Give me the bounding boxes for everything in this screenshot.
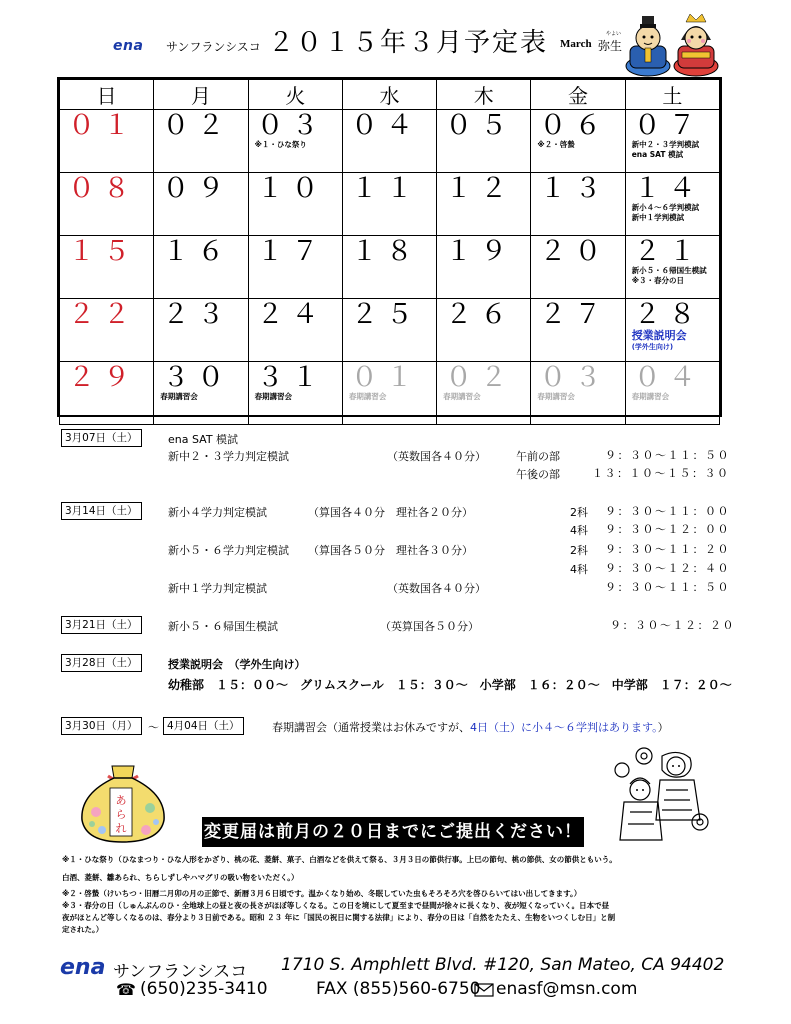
- day-number: ３１: [256, 362, 327, 393]
- day-note: ※２・啓蟄: [537, 140, 575, 149]
- weekday-mon: 月: [154, 80, 248, 110]
- day-cell: [342, 236, 436, 299]
- schedule-time: ９：３０～１１：５０: [605, 581, 730, 594]
- day-number: １２: [445, 173, 516, 204]
- schedule-date-0307: 3月07日（土）: [61, 429, 142, 447]
- calendar-week: [60, 236, 720, 299]
- spring-course-text: 春期講習会（通常授業はお休みですが、: [272, 721, 470, 734]
- day-note: ※１・ひな祭り: [254, 140, 307, 149]
- schedule-exam: 新小５・６学力判定模試: [168, 544, 289, 557]
- schedule-course-label: 2科: [570, 544, 588, 557]
- day-number: １１: [350, 173, 421, 204]
- day-number: ２５: [350, 299, 421, 330]
- day-number: ０６: [539, 110, 610, 141]
- day-number: ０１: [68, 110, 138, 141]
- day-cell: [248, 236, 342, 299]
- schedule-time: ９：３０～１１：００: [605, 505, 730, 518]
- schedule-date-0321: 3月21日（土）: [61, 616, 142, 634]
- schedule-subjects: （算国各４０分 理社各２０分）: [308, 506, 473, 519]
- footnote-keichitsu: ※２・啓蟄（けいちつ・旧暦二月卯の月の正節で、新暦３月６日頃です。温かくなり始め、冬眠していた虫もそろそろ穴を啓ひらいてはい出してきます。）: [62, 889, 582, 898]
- calendar-grid: [57, 77, 722, 417]
- day-number: ２８: [633, 299, 704, 330]
- day-cell: [437, 236, 531, 299]
- schedule-subjects: （英数国各４０分）: [387, 582, 486, 595]
- day-note: 新中１学判模試: [631, 213, 685, 222]
- day-cell: [625, 299, 719, 362]
- phone-icon: ☎: [116, 980, 136, 999]
- schedule-session-label: 午前の部: [516, 450, 560, 463]
- weekday-fri: 金: [531, 80, 625, 110]
- ena-logo: ena: [113, 38, 144, 54]
- day-cell: [342, 299, 436, 362]
- day-number: １７: [256, 236, 327, 267]
- day-cell: [437, 362, 531, 425]
- day-cell: [248, 362, 342, 425]
- briefing-session-sub: (学外生向け): [631, 343, 674, 351]
- footer-email[interactable]: enasf@msn.com: [496, 979, 638, 999]
- day-cell: [60, 236, 154, 299]
- day-number: １４: [633, 173, 704, 204]
- mail-icon: [474, 983, 494, 997]
- footer-phone: (650)235-3410: [140, 979, 268, 999]
- date-range-separator: ～: [148, 721, 159, 734]
- day-cell: [60, 110, 154, 173]
- footer-ena-logo: ena: [60, 955, 106, 980]
- schedule-times-line: 幼稚部 １５：００～ グリムスクール １５：３０～ 小学部 １６：２０～ 中学部 １７：２０～: [168, 678, 732, 692]
- day-number: １６: [162, 236, 233, 267]
- day-cell: [531, 362, 625, 425]
- schedule-date-0330: 3月30日（月）: [61, 717, 142, 735]
- day-cell: [154, 299, 248, 362]
- calendar-week: [60, 362, 720, 425]
- day-note: ena SAT 模試: [631, 150, 684, 159]
- day-note: 春期講習会: [254, 392, 293, 401]
- day-cell: [154, 236, 248, 299]
- schedule-date-0328: 3月28日（土）: [61, 654, 142, 672]
- day-cell: [531, 173, 625, 236]
- schedule-time: ９：３０～１１：５０: [605, 449, 730, 462]
- day-note: 春期講習会: [537, 392, 575, 401]
- day-note: 新中２・３学判模試: [631, 140, 700, 149]
- spring-course-highlight: 4日（土）に小４～６学判はあります。: [470, 721, 658, 734]
- schedule-time: ９：３０～１２：２０: [610, 619, 735, 632]
- day-number: ２９: [68, 362, 138, 393]
- footer-fax: FAX (855)560-6750: [316, 979, 481, 999]
- day-number: ２３: [162, 299, 233, 330]
- arare-label-1: あ: [115, 794, 127, 807]
- schedule-subjects: （英数国各４０分）: [387, 450, 486, 463]
- day-number: ０１: [350, 362, 421, 393]
- day-number: ０３: [539, 362, 610, 393]
- weekday-header-row: [60, 80, 720, 110]
- footnote-shunbun: ※３・春分の日（しゅんぶんのひ・全地球上の昼と夜の長さがほぼ等しくなる。この日を境にして夏至まで昼間が徐々に長くなり、夜が短くなっていく。日本で昼: [62, 901, 610, 910]
- day-cell: [60, 362, 154, 425]
- day-cell: [531, 299, 625, 362]
- schedule-title: ena SAT 模試: [168, 433, 239, 446]
- weekday-wed: 水: [342, 80, 436, 110]
- schedule-session-label: 午後の部: [516, 468, 560, 481]
- hina-lineart-illustration: [600, 740, 718, 848]
- day-cell: [342, 110, 436, 173]
- day-number: １３: [539, 173, 610, 204]
- spring-course-line: [272, 719, 669, 735]
- header-month-jp: 弥生: [598, 39, 623, 53]
- schedule-exam: 新中１学力判定模試: [168, 582, 267, 595]
- arare-bag-illustration: [72, 752, 174, 847]
- schedule-time: １３：１０～１５：３０: [592, 467, 730, 480]
- footnote-shunbun-cont: 夜がほとんど等しくなるのは、春分より３日前である。昭和 ２３ 年に「国民の祝日に関する法律」により、春分の日は「自然をたたえ、生物をいつくしむ日」と制: [62, 913, 616, 922]
- day-note: 春期講習会: [160, 392, 198, 401]
- header-month-ruby: やよい: [606, 31, 622, 37]
- day-note: 新小４～６学判模試: [631, 203, 700, 212]
- day-cell: [342, 362, 436, 425]
- footer-address: 1710 S. Amphlett Blvd. #120, San Mateo, CA 94402: [281, 955, 725, 975]
- arare-label-3: れ: [115, 822, 127, 835]
- day-number: １０: [256, 173, 327, 204]
- schedule-course-label: 4科: [570, 563, 588, 576]
- day-number: ２７: [539, 299, 610, 330]
- day-number: ２０: [539, 236, 610, 267]
- spring-course-text-end: ）: [657, 721, 669, 734]
- briefing-session-note: 授業説明会: [631, 329, 687, 342]
- schedule-date-0314: 3月14日（土）: [61, 502, 142, 520]
- page-title: ２０１５年３月予定表: [268, 28, 549, 58]
- weekday-thu: 木: [437, 80, 531, 110]
- calendar-week: [60, 173, 720, 236]
- schedule-exam: 新中２・３学力判定模試: [168, 450, 289, 463]
- schedule-date-0404: 4月04日（土）: [163, 717, 244, 735]
- day-number: ３０: [162, 362, 233, 393]
- day-number: ０３: [256, 110, 327, 141]
- schedule-time: ９：３０～１１：２０: [605, 543, 730, 556]
- day-number: ２４: [256, 299, 327, 330]
- calendar-week: [60, 299, 720, 362]
- day-cell: [60, 173, 154, 236]
- day-number: １８: [350, 236, 421, 267]
- header-branch: サンフランシスコ: [166, 40, 261, 54]
- schedule-course-label: 4科: [570, 524, 588, 537]
- day-cell: [625, 362, 719, 425]
- day-cell: [154, 362, 248, 425]
- day-cell: [625, 110, 719, 173]
- hina-dolls-illustration: [618, 8, 722, 78]
- calendar-week: [60, 110, 720, 173]
- schedule-title: 授業説明会 （学外生向け）: [168, 658, 306, 671]
- day-number: ０４: [633, 362, 704, 393]
- day-cell: [154, 110, 248, 173]
- day-cell: [437, 299, 531, 362]
- day-cell: [437, 110, 531, 173]
- schedule-time: ９：３０～１２：４０: [605, 562, 730, 575]
- day-number: ０２: [162, 110, 233, 141]
- day-number: ２２: [68, 299, 138, 330]
- weekday-sun: 日: [60, 80, 154, 110]
- day-number: ２１: [633, 236, 704, 267]
- footer-branch: サンフランシスコ: [113, 962, 248, 982]
- day-cell: [625, 236, 719, 299]
- schedule-exam: 新小５・６帰国生模試: [168, 620, 278, 633]
- footnote-hinamatsuri: ※１・ひな祭り（ひなまつり・ひな人形をかざり、桃の花、菱餅、菓子、白酒などを供えて祭る、３月３日の節供行事。上巳の節句、桃の節供、女の節供ともいう。: [62, 855, 617, 864]
- day-number: ０４: [350, 110, 421, 141]
- day-note: 春期講習会: [348, 392, 387, 401]
- day-cell: [248, 173, 342, 236]
- schedule-subjects: （算国各５０分 理社各３０分）: [308, 544, 473, 557]
- day-cell: [625, 173, 719, 236]
- day-cell: [248, 110, 342, 173]
- day-note: 新小５・６帰国生模試: [631, 266, 707, 275]
- day-cell: [531, 110, 625, 173]
- day-cell: [437, 173, 531, 236]
- day-note: ※３・春分の日: [631, 276, 684, 285]
- day-note: 春期講習会: [631, 392, 670, 401]
- day-note: 春期講習会: [443, 392, 481, 401]
- weekday-tue: 火: [248, 80, 342, 110]
- day-number: ０９: [162, 173, 233, 204]
- schedule-subjects: （英算国各５０分）: [380, 620, 479, 633]
- day-number: ０５: [445, 110, 516, 141]
- footnote-shunbun-end: 定された。）: [62, 925, 104, 934]
- header-month-en: March: [560, 38, 592, 50]
- day-number: ０２: [445, 362, 516, 393]
- day-number: ０８: [68, 173, 138, 204]
- schedule-course-label: 2科: [570, 506, 588, 519]
- day-cell: [531, 236, 625, 299]
- day-number: ０７: [633, 110, 704, 141]
- arare-label-2: ら: [115, 808, 127, 821]
- day-cell: [154, 173, 248, 236]
- day-number: ２６: [445, 299, 516, 330]
- schedule-exam: 新小４学力判定模試: [168, 506, 267, 519]
- weekday-sat: 土: [625, 80, 719, 110]
- day-number: １９: [445, 236, 516, 267]
- day-cell: [248, 299, 342, 362]
- schedule-time: ９：３０～１２：００: [605, 523, 730, 536]
- day-number: １５: [68, 236, 138, 267]
- day-cell: [342, 173, 436, 236]
- submission-deadline-banner: 変更届は前月の２０日までにご提出ください！: [202, 817, 584, 847]
- day-cell: [60, 299, 154, 362]
- footnote-hinamatsuri-cont: 白酒、菱餅、雛あられ、ちらしずしやハマグリの吸い物をいただく。）: [62, 873, 299, 882]
